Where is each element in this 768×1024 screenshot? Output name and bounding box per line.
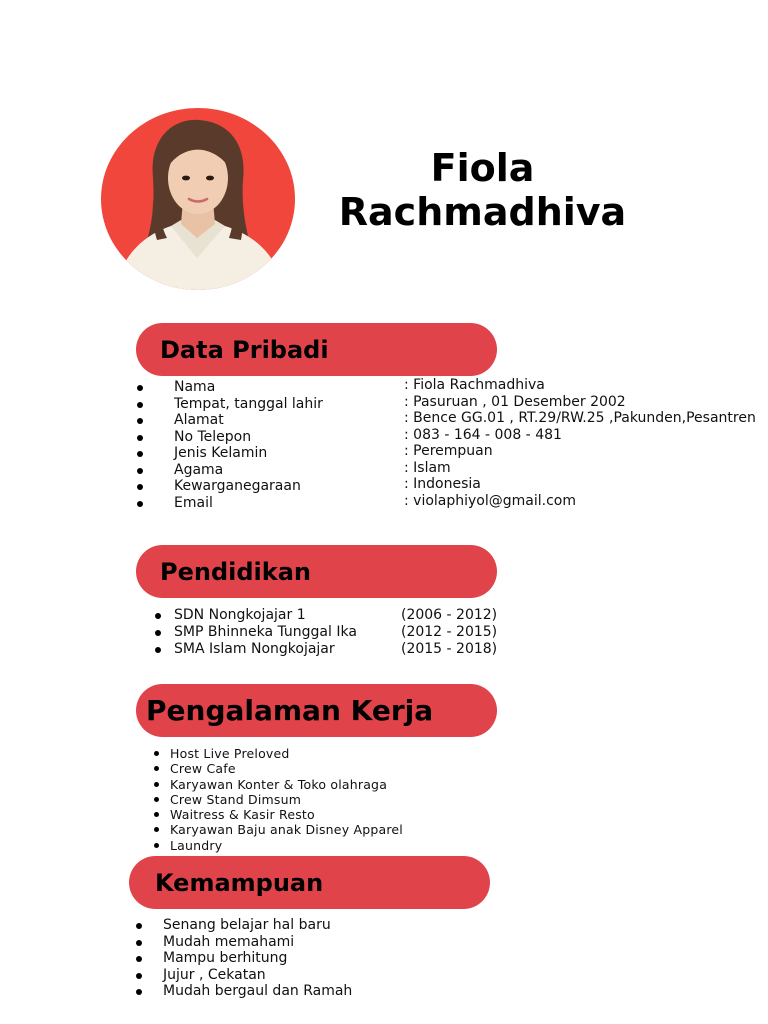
list-item: Mampu berhitung	[136, 950, 352, 967]
list-item: Waitress & Kasir Resto	[154, 807, 403, 822]
section-header-kemampuan	[129, 856, 490, 909]
name-first: Fiola	[430, 146, 535, 190]
value-item: : violaphiyol@gmail.com	[404, 492, 576, 509]
value-item: : Indonesia	[404, 476, 481, 492]
list-item: Nama	[137, 379, 323, 396]
list-item: Kewarganegaraan	[137, 478, 323, 495]
section-title-pengalaman-kerja: Pengalaman Kerja	[146, 694, 434, 727]
person-portrait	[101, 108, 295, 290]
list-item: No Telepon	[137, 429, 323, 446]
list-item: Jenis Kelamin	[137, 445, 323, 462]
list-item: Karyawan Baju anak Disney Apparel	[154, 822, 403, 837]
section-title-pendidikan: Pendidikan	[160, 557, 312, 586]
profile-photo	[101, 108, 295, 290]
full-name	[300, 146, 665, 234]
work-experience-list	[154, 746, 403, 853]
list-item: Alamat	[137, 412, 323, 429]
list-item: SMA Islam Nongkojajar	[155, 641, 357, 658]
list-item: Jujur , Cekatan	[136, 967, 352, 984]
list-item: Tempat, tanggal lahir	[137, 396, 323, 413]
value-item: : 083 - 164 - 008 - 481	[404, 426, 562, 443]
list-item: Host Live Preloved	[154, 746, 403, 761]
list-item: SMP Bhinneka Tunggal Ika	[155, 624, 357, 641]
personal-data-values	[404, 377, 756, 509]
list-item: Senang belajar hal baru	[136, 917, 352, 934]
name-last: Rachmadhiva	[338, 190, 627, 234]
year-item: (2006 - 2012)	[401, 607, 498, 623]
section-header-data-pribadi	[136, 323, 497, 376]
list-item: Agama	[137, 462, 323, 479]
list-item: Email	[137, 495, 323, 512]
list-item: Crew Cafe	[154, 761, 403, 776]
value-item: : Perempuan	[404, 443, 493, 459]
list-item: Mudah memahami	[136, 934, 352, 951]
education-list	[155, 607, 357, 658]
value-item: : Fiola Rachmadhiva	[404, 377, 545, 393]
section-header-pendidikan	[136, 545, 497, 598]
value-item: : Bence GG.01 , RT.29/RW.25 ,Pakunden,Pesantren	[404, 410, 756, 426]
value-item: : Islam	[404, 459, 451, 476]
list-item: Karyawan Konter & Toko olahraga	[154, 777, 403, 792]
year-item: (2012 - 2015)	[401, 624, 498, 640]
section-header-pengalaman-kerja	[136, 684, 497, 737]
list-item: Mudah bergaul dan Ramah	[136, 983, 352, 1000]
section-title-kemampuan: Kemampuan	[155, 868, 324, 897]
list-item: Crew Stand Dimsum	[154, 792, 403, 807]
value-item: : Pasuruan , 01 Desember 2002	[404, 393, 626, 410]
personal-data-labels	[137, 379, 323, 511]
section-title-data-pribadi: Data Pribadi	[160, 335, 329, 364]
year-item: (2015 - 2018)	[401, 641, 498, 657]
list-item: SDN Nongkojajar 1	[155, 607, 357, 624]
education-years	[401, 607, 497, 658]
list-item: Laundry	[154, 838, 403, 853]
skills-list	[136, 917, 352, 1000]
